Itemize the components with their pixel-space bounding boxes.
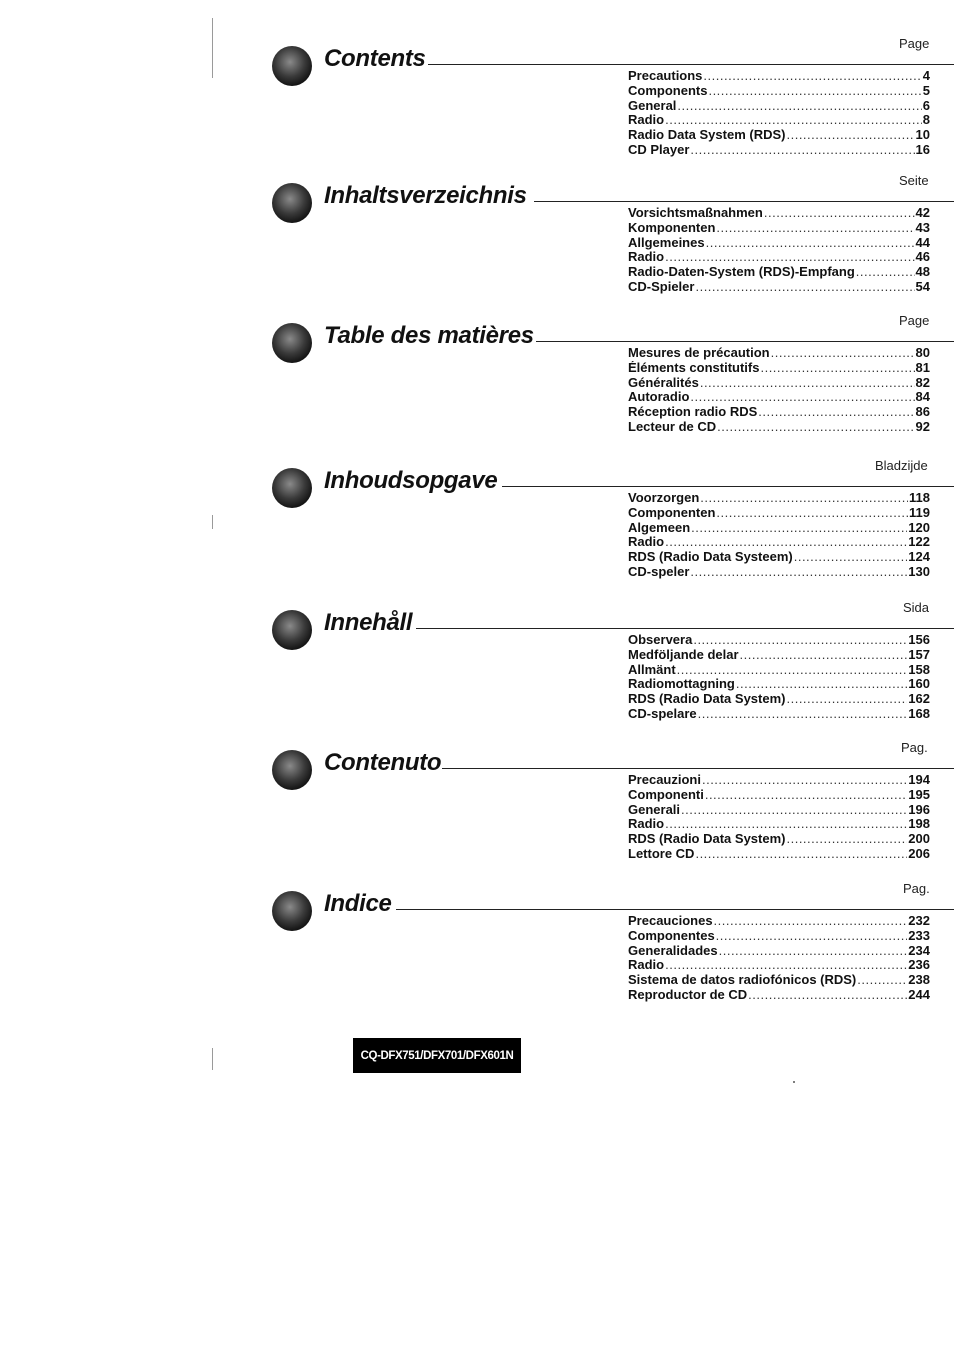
dot-leader <box>740 648 908 663</box>
toc-entry <box>628 420 930 435</box>
toc-entry <box>628 648 930 663</box>
dot-leader <box>693 633 907 648</box>
entry-page: 158 <box>908 662 930 677</box>
toc-entries <box>628 69 930 158</box>
toc-entry <box>628 346 930 361</box>
entry-page: 162 <box>908 692 930 707</box>
entry-page: 206 <box>908 846 930 861</box>
entry-page: 4 <box>922 69 930 83</box>
entry-page: 46 <box>915 250 930 265</box>
dot-leader <box>665 817 907 832</box>
entry-label: Komponenten <box>628 220 716 235</box>
section-heading: Table des matières <box>324 322 534 349</box>
section-heading: Inhoudsopgave <box>324 467 498 494</box>
entry-page: 234 <box>908 943 930 958</box>
entry-label: Voorzorgen <box>628 491 700 505</box>
dot-leader <box>794 550 908 565</box>
toc-entry <box>628 633 930 648</box>
dot-leader <box>665 113 922 128</box>
entry-label: Components <box>628 83 708 98</box>
entry-page: 156 <box>908 633 930 647</box>
entry-page: 124 <box>908 550 930 565</box>
entry-label: Componentes <box>628 928 715 943</box>
entry-page: 200 <box>908 832 930 847</box>
entry-page: 168 <box>908 706 930 721</box>
entry-label: Lecteur de CD <box>628 419 717 434</box>
entry-page: 92 <box>915 419 930 434</box>
toc-entry <box>628 914 930 929</box>
toc-entries <box>628 914 930 1003</box>
toc-entry <box>628 236 930 251</box>
toc-entry <box>628 221 930 236</box>
entry-label: Observera <box>628 633 693 647</box>
entry-label: Autoradio <box>628 390 690 405</box>
dot-leader <box>695 847 907 862</box>
entry-label: Vorsichtsmaßnahmen <box>628 206 763 220</box>
entry-label: Componenti <box>628 787 704 802</box>
heading-rule <box>442 768 954 769</box>
dot-leader <box>690 143 914 158</box>
entry-label: CD Player <box>628 142 690 157</box>
entry-label: Radio <box>628 535 665 550</box>
toc-entry <box>628 847 930 862</box>
dot-leader <box>691 521 907 536</box>
dot-leader <box>665 958 907 973</box>
toc-entry <box>628 535 930 550</box>
entry-page: 81 <box>915 360 930 375</box>
dot-leader <box>771 346 915 361</box>
heading-rule <box>396 909 954 910</box>
toc-entry <box>628 565 930 580</box>
entry-label: Componenten <box>628 505 716 520</box>
toc-entry <box>628 707 930 722</box>
entry-page: 86 <box>915 405 930 420</box>
dot-leader <box>748 988 907 1003</box>
entry-label: Généralités <box>628 375 699 390</box>
page-column-label: Bladzijde <box>875 458 928 473</box>
entry-page: 198 <box>908 817 930 832</box>
entry-label: Generalidades <box>628 943 718 958</box>
page-column-label: Sida <box>903 600 930 615</box>
entry-page: 232 <box>908 914 930 928</box>
entry-label: Precautions <box>628 69 703 83</box>
entry-label: RDS (Radio Data Systeem) <box>628 550 793 565</box>
entry-page: 44 <box>915 235 930 250</box>
entry-page: 42 <box>915 206 930 220</box>
entry-label: Precauzioni <box>628 773 701 787</box>
dot-leader <box>856 265 915 280</box>
entry-label: Sistema de datos radiofónicos (RDS) <box>628 973 857 988</box>
toc-entry <box>628 491 930 506</box>
heading-rule <box>428 64 954 65</box>
toc-entry <box>628 958 930 973</box>
entry-page: 238 <box>908 973 930 988</box>
section-bullet-icon <box>272 891 312 931</box>
entry-page: 157 <box>908 647 930 662</box>
entry-label: Radio-Daten-System (RDS)-Empfang <box>628 265 855 280</box>
entry-page: 244 <box>908 987 930 1002</box>
section-heading: Innehåll <box>324 609 413 636</box>
toc-entry <box>628 113 930 128</box>
entry-page: 16 <box>915 142 930 157</box>
toc-entry <box>628 280 930 295</box>
section-heading: Inhaltsverzeichnis <box>324 182 527 209</box>
toc-entries <box>628 346 930 435</box>
dot-leader <box>708 84 921 99</box>
entry-page: 43 <box>915 220 930 235</box>
page-column-label: Pag. <box>903 881 930 896</box>
entry-page: 8 <box>922 113 930 128</box>
toc-entry <box>628 390 930 405</box>
toc-section-spanish <box>272 881 954 1014</box>
dot-leader <box>700 376 915 391</box>
dot-leader <box>716 221 914 236</box>
model-number-badge: CQ-DFX751/DFX701/DFX601N <box>353 1038 521 1073</box>
toc-entry <box>628 506 930 521</box>
toc-section-italian <box>272 740 954 873</box>
dot-leader <box>764 206 915 221</box>
entry-label: Radio <box>628 817 665 832</box>
toc-entry <box>628 973 930 988</box>
dot-leader <box>786 832 907 847</box>
toc-entry <box>628 99 930 114</box>
dot-leader <box>700 491 908 506</box>
scan-mark <box>212 1048 213 1070</box>
section-heading: Indice <box>324 890 392 917</box>
dot-leader <box>714 914 908 929</box>
entry-page: 80 <box>915 346 930 360</box>
scan-mark <box>212 18 213 78</box>
section-bullet-icon <box>272 468 312 508</box>
dot-leader <box>677 99 921 114</box>
entry-label: Lettore CD <box>628 846 695 861</box>
dot-leader <box>705 788 907 803</box>
entry-page: 233 <box>908 928 930 943</box>
scan-speck <box>793 1081 795 1083</box>
toc-entry <box>628 550 930 565</box>
entry-label: RDS (Radio Data System) <box>628 692 786 707</box>
toc-entry <box>628 773 930 788</box>
dot-leader <box>717 420 914 435</box>
entry-page: 122 <box>908 535 930 550</box>
toc-entry <box>628 803 930 818</box>
section-bullet-icon <box>272 750 312 790</box>
toc-section-german <box>272 173 954 306</box>
entry-page: 82 <box>915 375 930 390</box>
entry-label: Generali <box>628 802 681 817</box>
toc-entry <box>628 677 930 692</box>
dot-leader <box>786 128 914 143</box>
toc-entry <box>628 405 930 420</box>
entry-label: Mesures de précaution <box>628 346 770 360</box>
entry-page: 160 <box>908 677 930 692</box>
dot-leader <box>690 565 907 580</box>
toc-entry <box>628 128 930 143</box>
entry-page: 120 <box>908 520 930 535</box>
toc-entry <box>628 692 930 707</box>
toc-section-french <box>272 313 954 446</box>
dot-leader <box>677 663 908 678</box>
entry-label: Allmänt <box>628 662 676 677</box>
entry-page: 10 <box>915 128 930 143</box>
entry-page: 119 <box>909 505 930 520</box>
section-bullet-icon <box>272 323 312 363</box>
toc-section-swedish <box>272 600 954 733</box>
dot-leader <box>716 929 908 944</box>
toc-section-dutch <box>272 458 954 591</box>
dot-leader <box>698 707 908 722</box>
heading-rule <box>502 486 954 487</box>
section-heading: Contents <box>324 45 426 72</box>
toc-section-english <box>272 36 954 169</box>
entry-label: Reproductor de CD <box>628 987 748 1002</box>
section-bullet-icon <box>272 610 312 650</box>
page-column-label: Seite <box>899 173 929 188</box>
entry-page: 236 <box>908 958 930 973</box>
entry-page: 48 <box>915 265 930 280</box>
toc-entry <box>628 206 930 221</box>
toc-entry <box>628 376 930 391</box>
section-bullet-icon <box>272 183 312 223</box>
section-bullet-icon <box>272 46 312 86</box>
dot-leader <box>786 692 907 707</box>
entry-label: CD-speler <box>628 564 690 579</box>
entry-label: Radio Data System (RDS) <box>628 128 786 143</box>
entry-page: 195 <box>908 787 930 802</box>
toc-entry <box>628 944 930 959</box>
entry-label: Radio <box>628 958 665 973</box>
dot-leader <box>706 236 915 251</box>
page-column-label: Page <box>899 313 930 328</box>
entry-page: 54 <box>915 279 930 294</box>
entry-page: 130 <box>908 564 930 579</box>
entry-label: Réception radio RDS <box>628 405 758 420</box>
toc-entries <box>628 633 930 722</box>
toc-entries <box>628 773 930 862</box>
dot-leader <box>665 250 914 265</box>
entry-label: Éléments constitutifs <box>628 360 760 375</box>
toc-entry <box>628 521 930 536</box>
dot-leader <box>665 535 907 550</box>
toc-entry <box>628 929 930 944</box>
toc-entry <box>628 250 930 265</box>
toc-entry <box>628 84 930 99</box>
entry-label: Allgemeines <box>628 235 705 250</box>
entry-label: Medföljande delar <box>628 647 739 662</box>
entry-label: Radio <box>628 113 665 128</box>
toc-entry <box>628 143 930 158</box>
toc-entry <box>628 832 930 847</box>
entry-label: RDS (Radio Data System) <box>628 832 786 847</box>
dot-leader <box>690 390 914 405</box>
section-heading: Contenuto <box>324 749 442 776</box>
entry-label: Precauciones <box>628 914 713 928</box>
dot-leader <box>736 677 907 692</box>
scan-mark <box>212 515 213 529</box>
heading-rule <box>534 201 954 202</box>
dot-leader <box>695 280 914 295</box>
entry-label: Radio <box>628 250 665 265</box>
dot-leader <box>857 973 907 988</box>
dot-leader <box>702 773 907 788</box>
entry-label: Radiomottagning <box>628 677 735 692</box>
dot-leader <box>758 405 914 420</box>
dot-leader <box>716 506 908 521</box>
toc-entry <box>628 69 930 84</box>
entry-label: CD-spelare <box>628 706 697 721</box>
toc-entry <box>628 817 930 832</box>
dot-leader <box>681 803 907 818</box>
toc-entries <box>628 491 930 580</box>
page-column-label: Pag. <box>901 740 928 755</box>
entry-page: 194 <box>908 773 930 787</box>
heading-rule <box>416 628 954 629</box>
dot-leader <box>719 944 908 959</box>
entry-label: General <box>628 98 677 113</box>
entry-label: Algemeen <box>628 520 691 535</box>
entry-label: CD-Spieler <box>628 279 695 294</box>
entry-page: 118 <box>909 491 930 505</box>
dot-leader <box>760 361 914 376</box>
toc-entry <box>628 265 930 280</box>
heading-rule <box>536 341 954 342</box>
page-column-label: Page <box>899 36 930 51</box>
toc-entry <box>628 663 930 678</box>
entry-page: 5 <box>922 83 930 98</box>
toc-entry <box>628 361 930 376</box>
entry-page: 84 <box>915 390 930 405</box>
toc-entry <box>628 788 930 803</box>
entry-page: 196 <box>908 802 930 817</box>
entry-page: 6 <box>922 98 930 113</box>
dot-leader <box>703 69 921 84</box>
toc-entry <box>628 988 930 1003</box>
toc-entries <box>628 206 930 295</box>
